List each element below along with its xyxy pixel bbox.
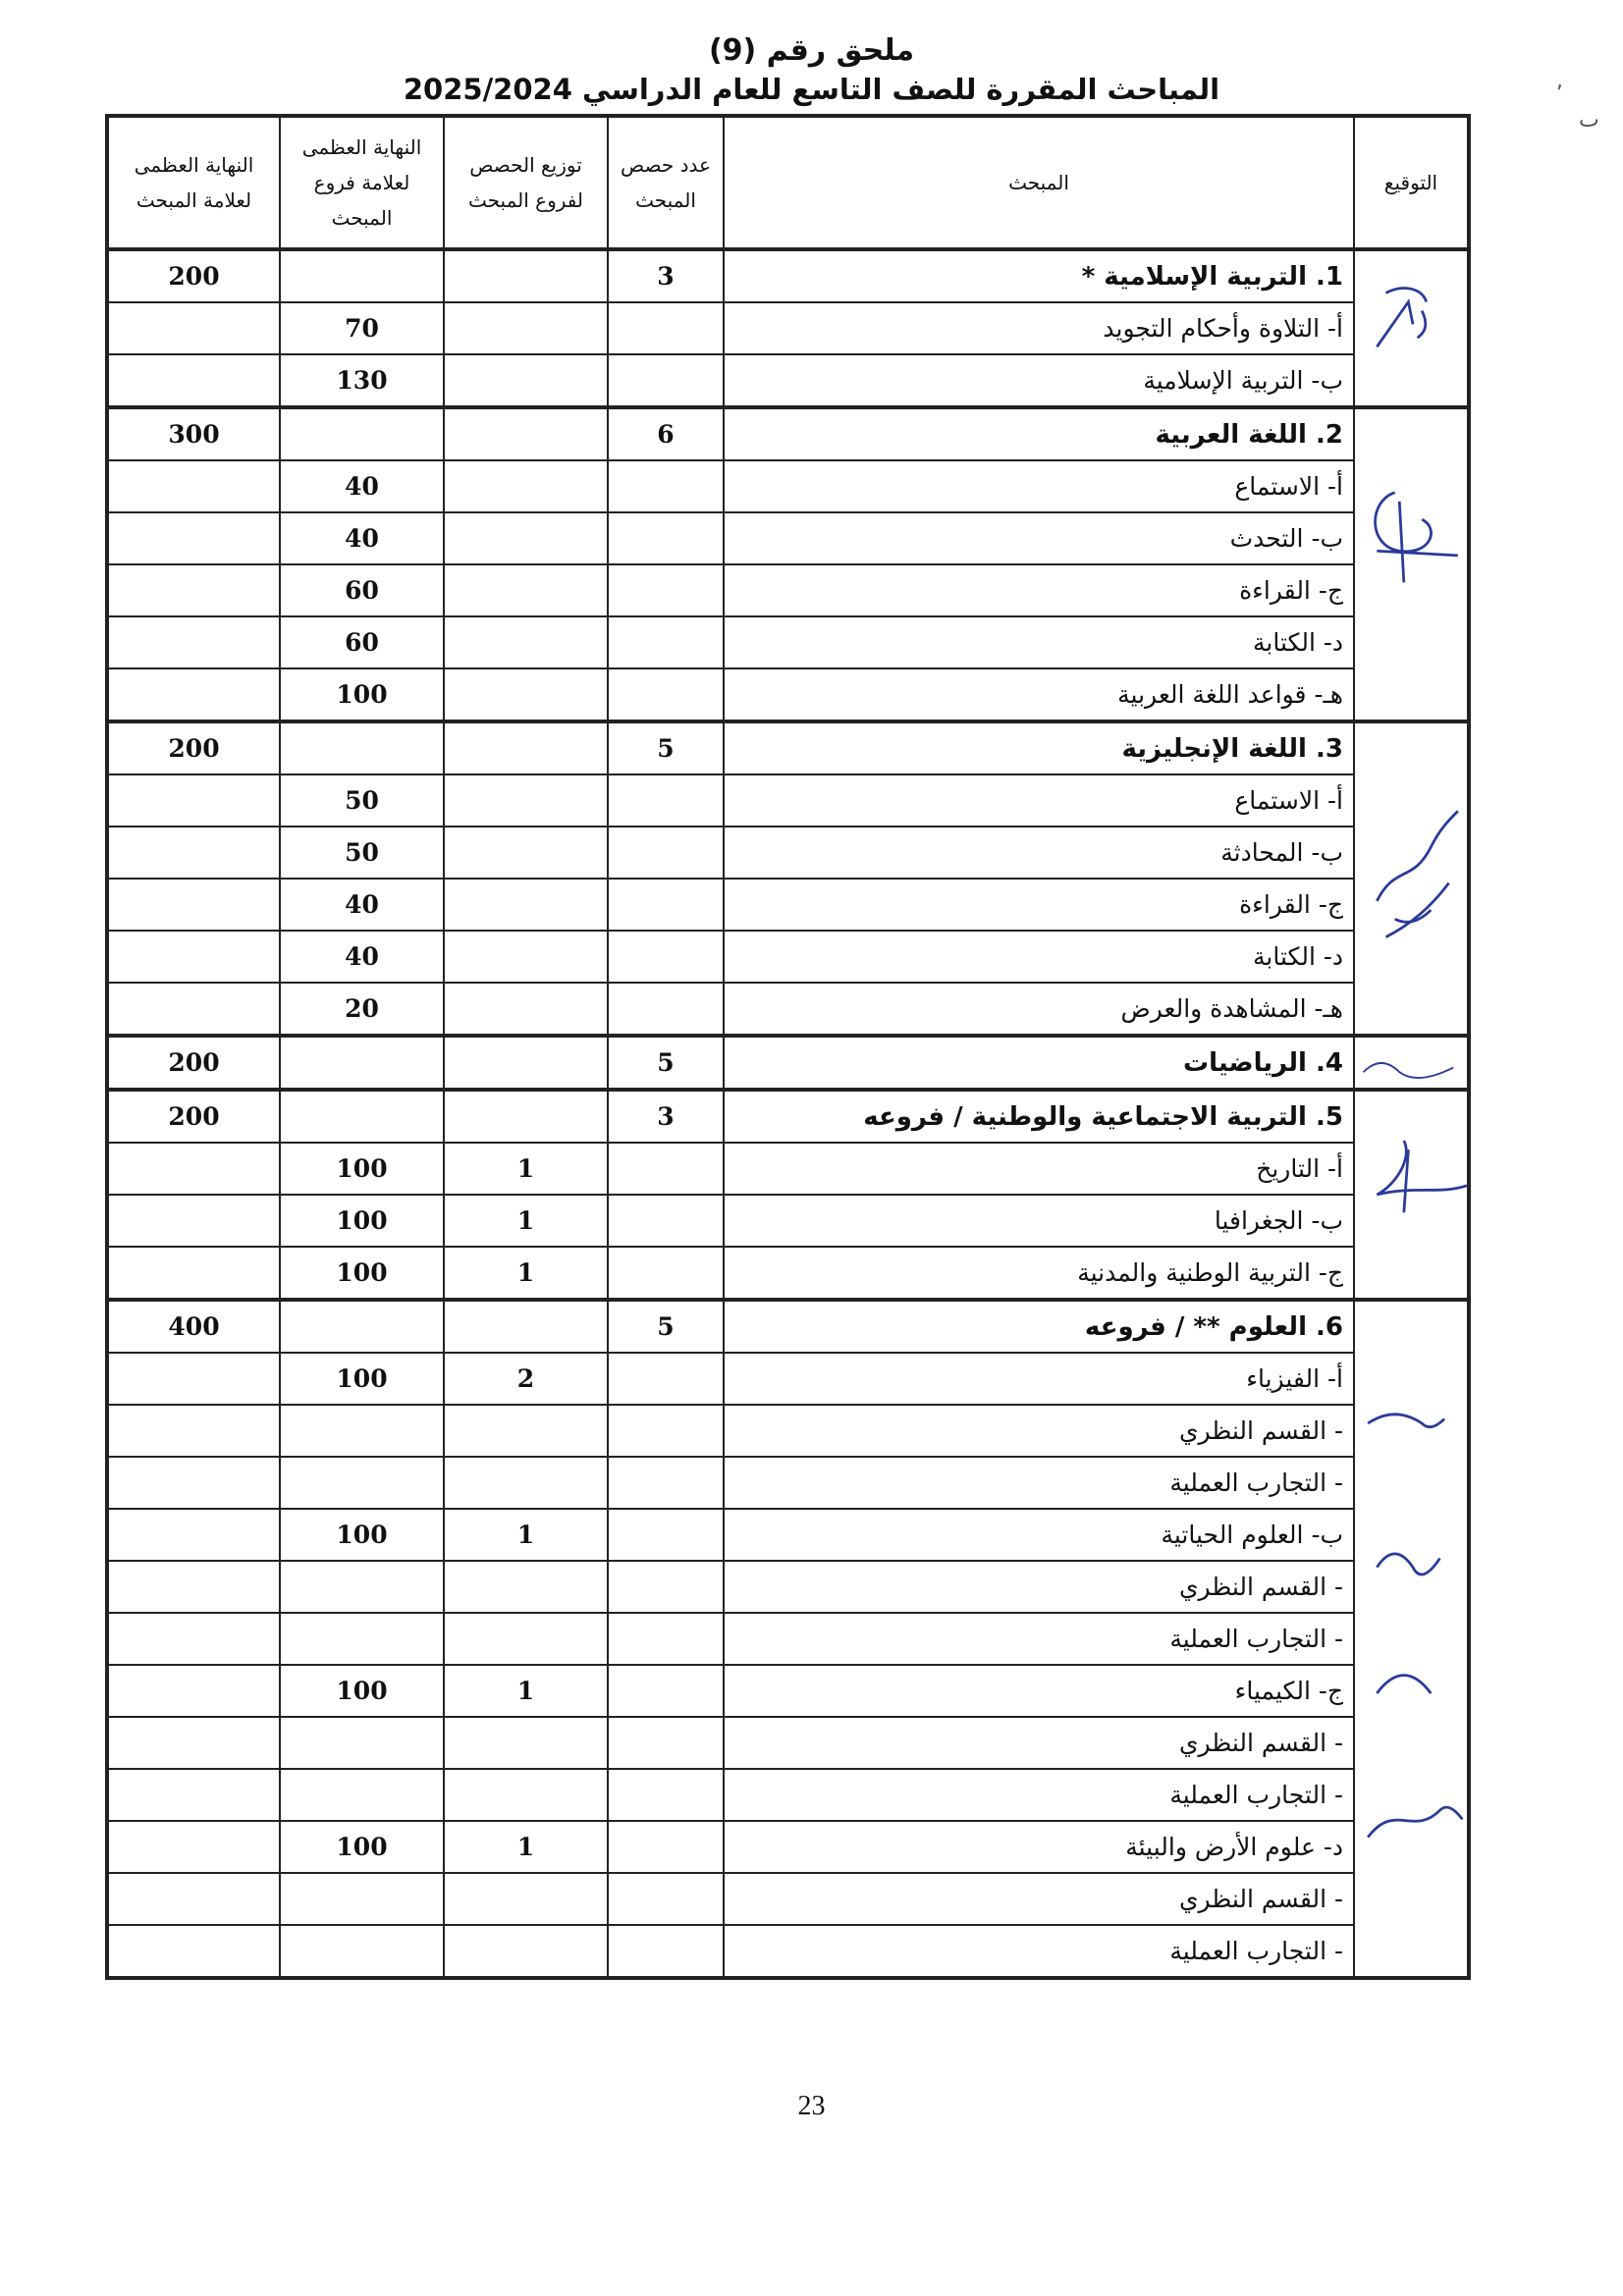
branch-subject-max [107,1405,280,1457]
branch-distribution [444,1457,608,1509]
branch-name: ج- التربية الوطنية والمدنية [724,1247,1354,1300]
branch-subject-max [107,668,280,721]
branch-periods [608,1769,724,1821]
branch-max: 40 [280,931,444,983]
branch-name: أ- التاريخ [724,1143,1354,1195]
branch-distribution [444,302,608,354]
branch-distribution: 1 [444,1509,608,1561]
branch-name: ب- العلوم الحياتية [724,1509,1354,1561]
page-number: 23 [797,2091,826,2121]
subject-name: 6. العلوم ** / فروعه [724,1300,1354,1353]
branch-periods [608,827,724,879]
branch-row [107,1561,1469,1613]
branch-row [107,1247,1469,1300]
branch-name: - التجارب العملية [724,1925,1354,1978]
branch-distribution [444,512,608,564]
subject-row [107,1300,1469,1353]
branch-distribution: 1 [444,1143,608,1195]
branch-distribution [444,354,608,407]
branch-subject-max [107,354,280,407]
subject-distribution [444,249,608,302]
subject-periods: 5 [608,1300,724,1353]
branch-name: ب- الجغرافيا [724,1195,1354,1247]
branch-periods [608,1561,724,1613]
branch-row [107,774,1469,827]
branch-periods [608,983,724,1036]
branch-distribution [444,616,608,668]
subjects-table [105,114,1471,1980]
branch-distribution [444,1925,608,1978]
branch-distribution [444,1873,608,1925]
subject-distribution [444,1036,608,1090]
subject-row [107,249,1469,302]
branch-max: 100 [280,668,444,721]
header-periods: عدد حصص المبحث [608,116,724,249]
branch-subject-max [107,1195,280,1247]
branch-max [280,1457,444,1509]
branch-name: - القسم النظري [724,1717,1354,1769]
branch-subject-max [107,1873,280,1925]
branch-distribution [444,460,608,512]
branch-distribution [444,931,608,983]
header-row [107,116,1469,249]
branch-subject-max [107,1457,280,1509]
branch-name: د- الكتابة [724,931,1354,983]
subject-periods: 3 [608,1090,724,1143]
header-period-distribution: توزيع الحصص لفروع المبحث [444,116,608,249]
branch-row [107,1665,1469,1717]
branch-subject-max [107,931,280,983]
subject-max: 300 [107,407,280,460]
branch-row [107,302,1469,354]
branch-distribution [444,983,608,1036]
branch-name: د- الكتابة [724,616,1354,668]
signature-mark [1359,785,1467,972]
subject-name: 1. التربية الإسلامية * [724,249,1354,302]
signature-mark [1359,1043,1467,1083]
branch-max: 50 [280,774,444,827]
branch-distribution [444,1561,608,1613]
branch-max: 100 [280,1247,444,1300]
subject-periods: 3 [608,249,724,302]
branch-name: ج- القراءة [724,879,1354,931]
branch-subject-max [107,1561,280,1613]
branch-periods [608,354,724,407]
branch-subject-max [107,1821,280,1873]
branch-max [280,1873,444,1925]
branch-name: - التجارب العملية [724,1613,1354,1665]
branch-distribution [444,1769,608,1821]
branch-distribution [444,1717,608,1769]
signature-cell [1354,407,1469,721]
branch-row [107,1873,1469,1925]
branch-distribution: 1 [444,1247,608,1300]
subject-max: 200 [107,1036,280,1090]
branch-periods [608,668,724,721]
branch-row [107,668,1469,721]
branch-name: د- علوم الأرض والبيئة [724,1821,1354,1873]
branch-distribution [444,1405,608,1457]
branch-max [280,1561,444,1613]
branch-row [107,1769,1469,1821]
subject-branch-max [280,1090,444,1143]
branch-subject-max [107,983,280,1036]
annex-title: ملحق رقم (9) [708,33,915,68]
branch-periods [608,1873,724,1925]
branch-subject-max [107,1613,280,1665]
subject-branch-max [280,249,444,302]
subject-name: 5. التربية الاجتماعية والوطنية / فروعه [724,1090,1354,1143]
branch-subject-max [107,774,280,827]
branch-max: 100 [280,1353,444,1405]
branch-subject-max [107,879,280,931]
branch-row [107,1509,1469,1561]
subject-distribution [444,721,608,774]
branch-row [107,1925,1469,1978]
branch-max: 100 [280,1821,444,1873]
subject-name: 2. اللغة العربية [724,407,1354,460]
branch-max: 60 [280,564,444,616]
subject-distribution [444,1300,608,1353]
branch-row [107,616,1469,668]
branch-distribution [444,879,608,931]
branch-row [107,879,1469,931]
subject-name: 4. الرياضيات [724,1036,1354,1090]
branch-row [107,460,1469,512]
branch-subject-max [107,460,280,512]
signature-cell [1354,721,1469,1036]
branch-periods [608,1717,724,1769]
branch-distribution: 1 [444,1665,608,1717]
scan-speck: ٮ [1579,108,1599,133]
branch-max [280,1717,444,1769]
branch-row [107,1717,1469,1769]
branch-max [280,1613,444,1665]
branch-row [107,1195,1469,1247]
branch-periods [608,512,724,564]
branch-name: - التجارب العملية [724,1769,1354,1821]
subject-row [107,1090,1469,1143]
branch-periods [608,1665,724,1717]
branch-row [107,1143,1469,1195]
branch-row [107,931,1469,983]
branch-row [107,1457,1469,1509]
branch-name: - القسم النظري [724,1873,1354,1925]
signature-cell [1354,1036,1469,1090]
branch-periods [608,1143,724,1195]
branch-max: 50 [280,827,444,879]
branch-name: أ- الاستماع [724,774,1354,827]
branch-periods [608,1353,724,1405]
subject-distribution [444,407,608,460]
branch-max: 100 [280,1509,444,1561]
subject-max: 200 [107,721,280,774]
branch-name: هـ- قواعد اللغة العربية [724,668,1354,721]
branch-max: 100 [280,1665,444,1717]
subject-name: 3. اللغة الإنجليزية [724,721,1354,774]
scan-speck: , [1556,69,1563,93]
subject-max: 200 [107,1090,280,1143]
branch-periods [608,1247,724,1300]
branch-subject-max [107,302,280,354]
branch-name: - القسم النظري [724,1561,1354,1613]
signature-cell [1354,249,1469,407]
branch-max [280,1769,444,1821]
branch-distribution [444,564,608,616]
branch-name: هـ- المشاهدة والعرض [724,983,1354,1036]
subject-distribution [444,1090,608,1143]
document-title: المباحث المقررة للصف التاسع للعام الدراسي 2025/2024 [403,73,1220,106]
branch-periods [608,564,724,616]
branch-row [107,354,1469,407]
subject-branch-max [280,1300,444,1353]
branch-periods [608,1457,724,1509]
branch-name: أ- الاستماع [724,460,1354,512]
signature-cell [1354,1090,1469,1300]
header-subject-max: النهاية العظمى لعلامة المبحث [107,116,280,249]
branch-max: 40 [280,879,444,931]
subject-periods: 6 [608,407,724,460]
branch-distribution [444,827,608,879]
signature-mark [1359,466,1467,663]
subject-branch-max [280,407,444,460]
signature-mark [1359,1126,1467,1263]
subject-branch-max [280,1036,444,1090]
branch-subject-max [107,616,280,668]
branch-distribution [444,668,608,721]
branch-periods [608,931,724,983]
branch-subject-max [107,827,280,879]
branch-periods [608,879,724,931]
branch-max [280,1925,444,1978]
branch-subject-max [107,1769,280,1821]
branch-row [107,1353,1469,1405]
subject-row [107,1036,1469,1090]
branch-row [107,1821,1469,1873]
branch-max: 100 [280,1195,444,1247]
branch-name: - القسم النظري [724,1405,1354,1457]
branch-row [107,983,1469,1036]
branch-periods [608,460,724,512]
branch-subject-max [107,1509,280,1561]
branch-max [280,1405,444,1457]
branch-name: أ- الفيزياء [724,1353,1354,1405]
branch-periods [608,1925,724,1978]
subject-periods: 5 [608,1036,724,1090]
branch-name: ج- القراءة [724,564,1354,616]
branch-distribution: 1 [444,1195,608,1247]
branch-name: ب- المحادثة [724,827,1354,879]
branch-row [107,512,1469,564]
signature-mark [1359,280,1467,378]
branch-periods [608,1195,724,1247]
header-branch-max: النهاية العظمى لعلامة فروع المبحث [280,116,444,249]
branch-name: ج- الكيمياء [724,1665,1354,1717]
branch-row [107,1613,1469,1665]
branch-subject-max [107,1353,280,1405]
branch-periods [608,302,724,354]
branch-subject-max [107,1247,280,1300]
branch-distribution: 1 [444,1821,608,1873]
header-signature: التوقيع [1354,116,1469,249]
subject-row [107,721,1469,774]
branch-name: ب- التحدث [724,512,1354,564]
branch-max: 100 [280,1143,444,1195]
branch-name: - التجارب العملية [724,1457,1354,1509]
branch-max: 20 [280,983,444,1036]
subject-row [107,407,1469,460]
branch-periods [608,774,724,827]
subject-max: 200 [107,249,280,302]
branch-max: 40 [280,512,444,564]
branch-subject-max [107,564,280,616]
branch-name: ب- التربية الإسلامية [724,354,1354,407]
branch-max: 60 [280,616,444,668]
branch-distribution [444,1613,608,1665]
branch-periods [608,1405,724,1457]
branch-periods [608,1821,724,1873]
branch-row [107,564,1469,616]
branch-subject-max [107,512,280,564]
branch-row [107,1405,1469,1457]
branch-name: أ- التلاوة وأحكام التجويد [724,302,1354,354]
branch-subject-max [107,1925,280,1978]
signature-mark [1359,1306,1467,1973]
branch-max: 40 [280,460,444,512]
subject-periods: 5 [608,721,724,774]
branch-subject-max [107,1717,280,1769]
branch-subject-max [107,1665,280,1717]
header-subject: المبحث [724,116,1354,249]
branch-periods [608,616,724,668]
branch-max: 70 [280,302,444,354]
branch-distribution: 2 [444,1353,608,1405]
branch-distribution [444,774,608,827]
branch-subject-max [107,1143,280,1195]
branch-periods [608,1613,724,1665]
branch-max: 130 [280,354,444,407]
signature-cell [1354,1300,1469,1978]
branch-row [107,827,1469,879]
subject-max: 400 [107,1300,280,1353]
subject-branch-max [280,721,444,774]
branch-periods [608,1509,724,1561]
